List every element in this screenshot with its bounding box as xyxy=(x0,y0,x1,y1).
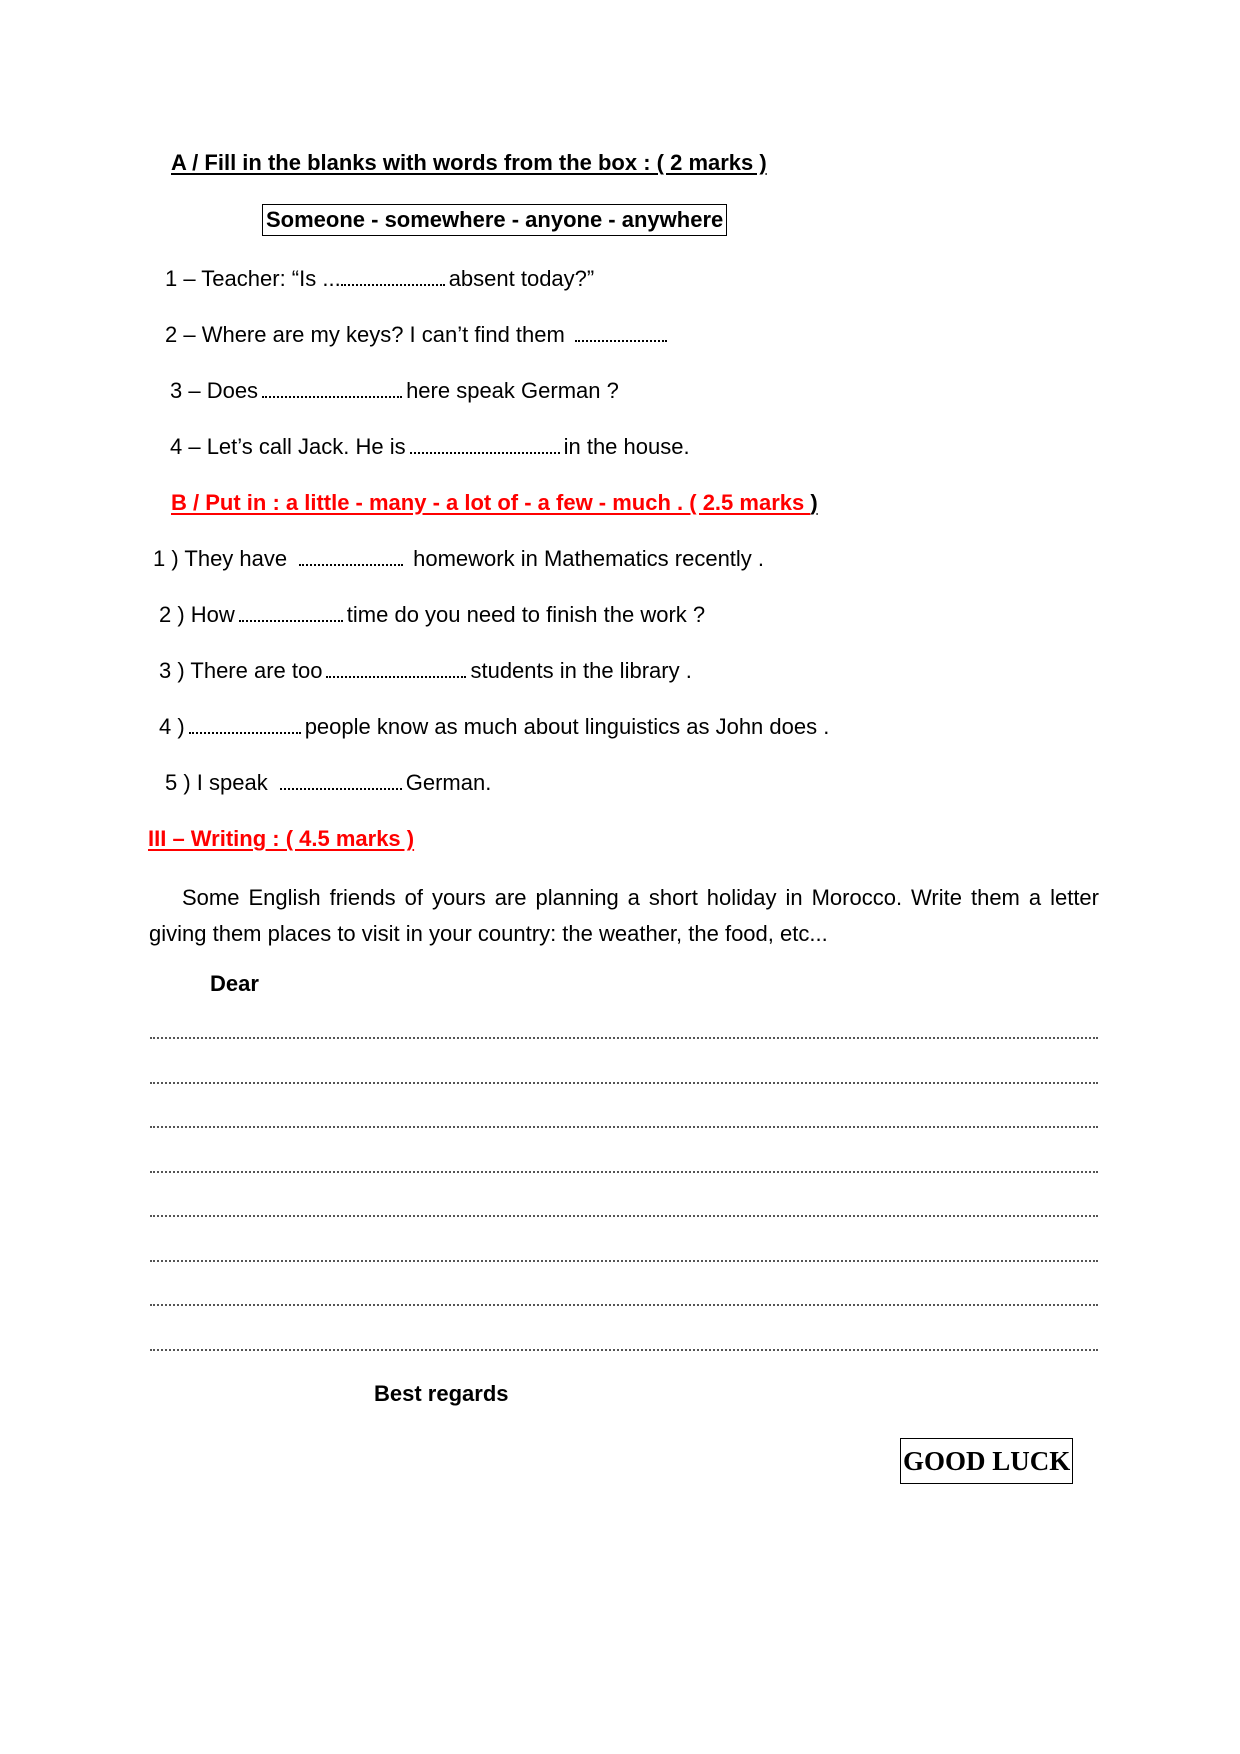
section-b-item-5: 5 ) I speak German. xyxy=(165,770,492,795)
section-a-item-1: 1 – Teacher: “Is ... absent today?” xyxy=(165,266,595,291)
section-a-item-3: 3 – Does here speak German ? xyxy=(170,378,619,403)
writing-line[interactable] xyxy=(150,1304,1098,1306)
writing-line[interactable] xyxy=(150,1126,1098,1128)
writing-line[interactable] xyxy=(150,1082,1098,1084)
answer-blank[interactable] xyxy=(239,602,343,622)
answer-blank[interactable] xyxy=(189,714,301,734)
answer-blank[interactable] xyxy=(326,658,466,678)
section-a-item-4: 4 – Let’s call Jack. He is in the house. xyxy=(170,434,690,459)
section-b-item-3: 3 ) There are too students in the library . xyxy=(159,658,692,683)
good-luck-box: GOOD LUCK xyxy=(900,1438,1073,1484)
letter-salutation: Dear xyxy=(210,971,259,996)
letter-closing: Best regards xyxy=(374,1381,509,1406)
writing-prompt: Some English friends of yours are planning a short holiday in Morocco. Write them a letter giving them places to visit in your country: the weather, the food, etc... xyxy=(149,885,1099,946)
answer-blank[interactable] xyxy=(575,322,667,342)
writing-line[interactable] xyxy=(150,1260,1098,1262)
writing-line[interactable] xyxy=(150,1215,1098,1217)
section-a-item-2: 2 – Where are my keys? I can’t find them xyxy=(165,321,671,349)
section-b-item-2: 2 ) How time do you need to finish the work ? xyxy=(159,602,706,627)
answer-blank[interactable] xyxy=(299,546,403,566)
section-b-item-4: 4 ) people know as much about linguistics as John does . xyxy=(159,714,830,739)
section-b-item-1: 1 ) They have homework in Mathematics recently . xyxy=(153,546,765,571)
answer-blank[interactable] xyxy=(280,770,402,790)
writing-line[interactable] xyxy=(150,1037,1098,1039)
section-a-heading: A / Fill in the blanks with words from the box : ( 2 marks ) xyxy=(171,150,767,175)
word-box: Someone - somewhere - anyone - anywhere xyxy=(262,204,727,236)
answer-blank[interactable] xyxy=(410,434,560,454)
writing-line[interactable] xyxy=(150,1171,1098,1173)
answer-blank[interactable] xyxy=(341,266,445,286)
answer-blank[interactable] xyxy=(262,378,402,398)
writing-heading: III – Writing : ( 4.5 marks ) xyxy=(148,826,415,851)
section-b-heading: B / Put in : a little - many - a lot of - a few - much . ( 2.5 marks ) xyxy=(171,490,818,515)
writing-line[interactable] xyxy=(150,1349,1098,1351)
